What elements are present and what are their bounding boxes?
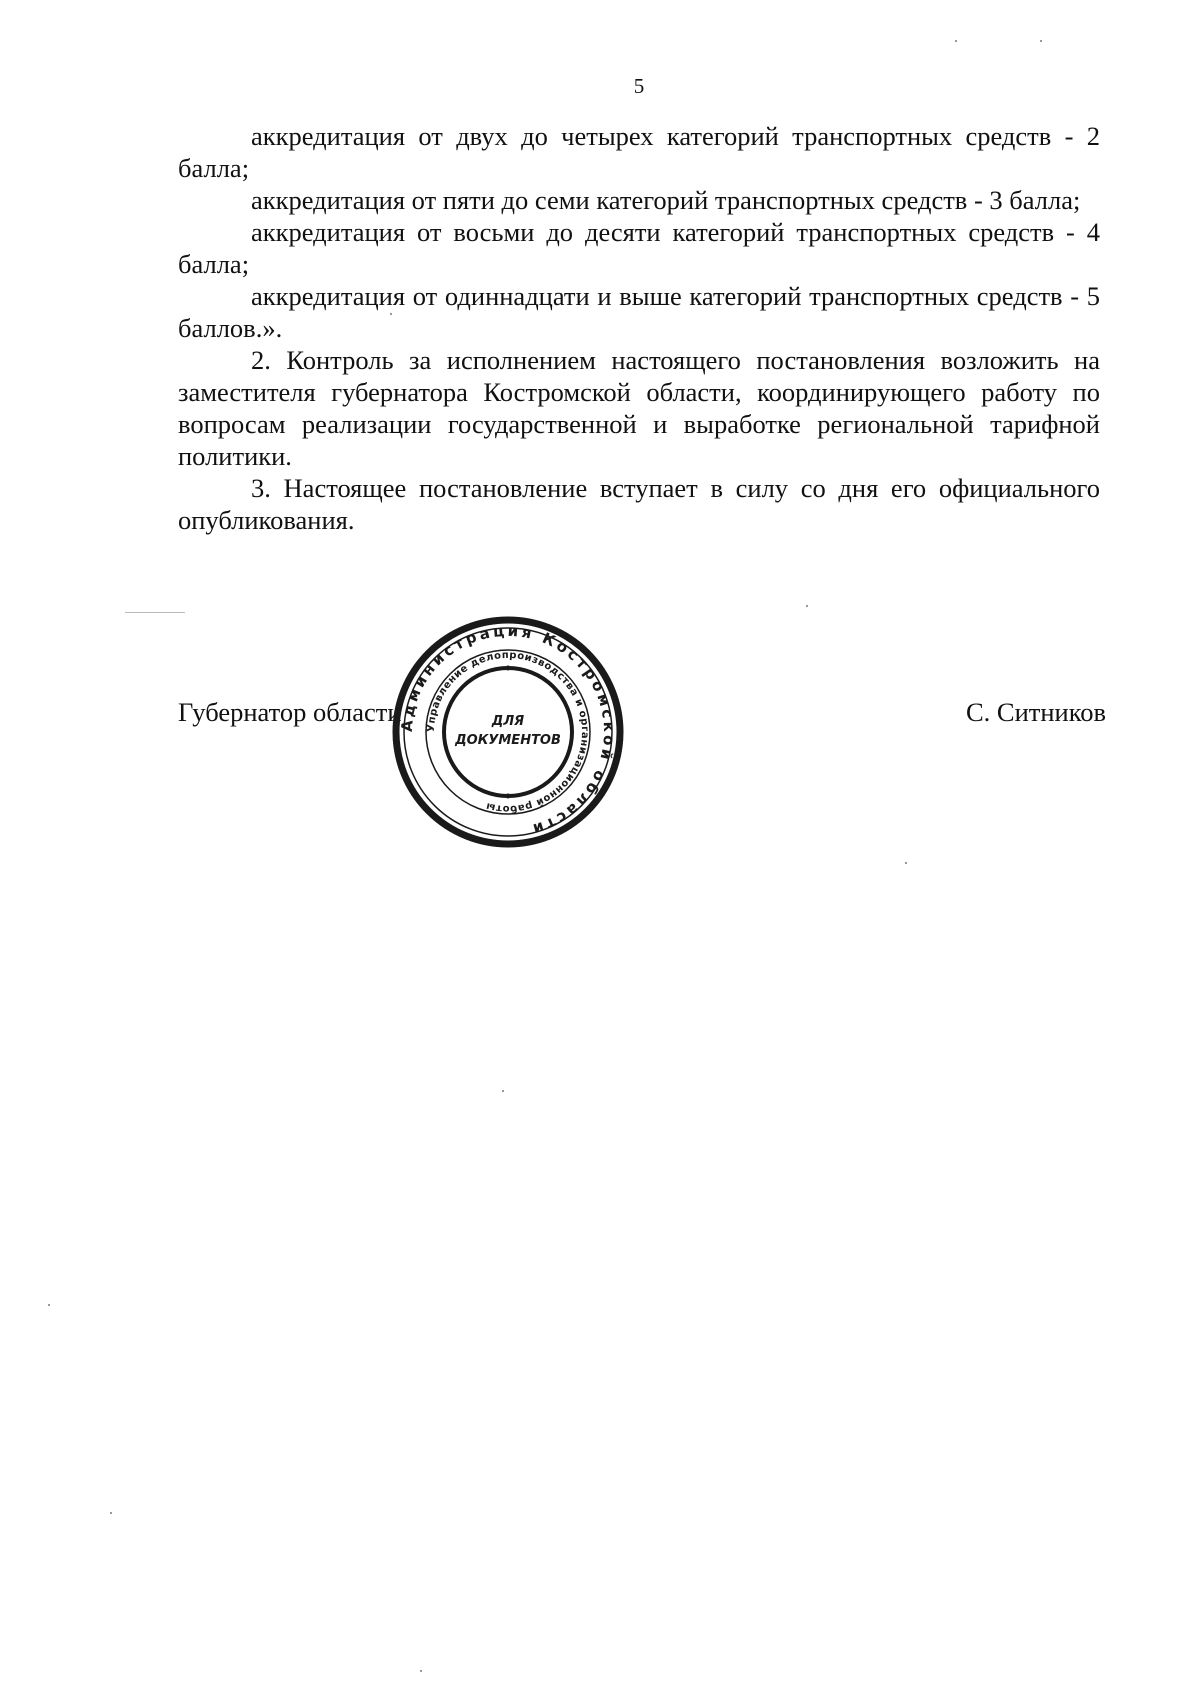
- paragraph-accreditation-3: аккредитация от пяти до семи категорий транспортных средств - 3 балла;: [251, 185, 1081, 215]
- signatory-title: Губернатор области: [178, 697, 402, 727]
- scan-speck: [390, 313, 392, 315]
- paragraph-accreditation-4: аккредитация от восьми до десяти категорий транспортных средств - 4 балла;: [178, 217, 1100, 279]
- paragraph-accreditation-2: аккредитация от двух до четырех категорий транспортных средств - 2 балла;: [178, 121, 1100, 183]
- seal-inner-text: Управление делопроизводства и организационной работы: [425, 649, 591, 815]
- seal-center-line1: ДЛЯ: [491, 714, 525, 729]
- scan-speck: [48, 1304, 50, 1306]
- paragraph-effective-date: 3. Настоящее постановление вступает в силу со дня его официального опубликования.: [178, 473, 1100, 535]
- seal-center-line2: ДОКУМЕНТОВ: [455, 733, 561, 748]
- scan-speck: [110, 1512, 112, 1514]
- seal-graphic: [388, 612, 628, 852]
- document-body: [178, 120, 1100, 536]
- scan-speck: [125, 612, 185, 613]
- scan-speck: [420, 1670, 422, 1672]
- scan-speck: [905, 862, 907, 864]
- signatory-name: С. Ситников: [965, 697, 1106, 727]
- page-number: 5: [633, 74, 645, 98]
- official-seal: [388, 612, 628, 852]
- scan-speck: [806, 605, 808, 607]
- seal-outer-text: Администрация Костромской области: [397, 621, 619, 840]
- scan-speck: [502, 1090, 504, 1092]
- paragraph-control: 2. Контроль за исполнением настоящего постановления возложить на заместителя губернатора Костромской области, координирующего работу по вопросам реализации государственной и выработке региональной тарифной политики.: [178, 345, 1100, 471]
- scan-speck: [955, 40, 957, 42]
- scan-speck: [1040, 40, 1042, 42]
- paragraph-accreditation-5: аккредитация от одиннадцати и выше категорий транспортных средств - 5 баллов.».: [178, 281, 1100, 343]
